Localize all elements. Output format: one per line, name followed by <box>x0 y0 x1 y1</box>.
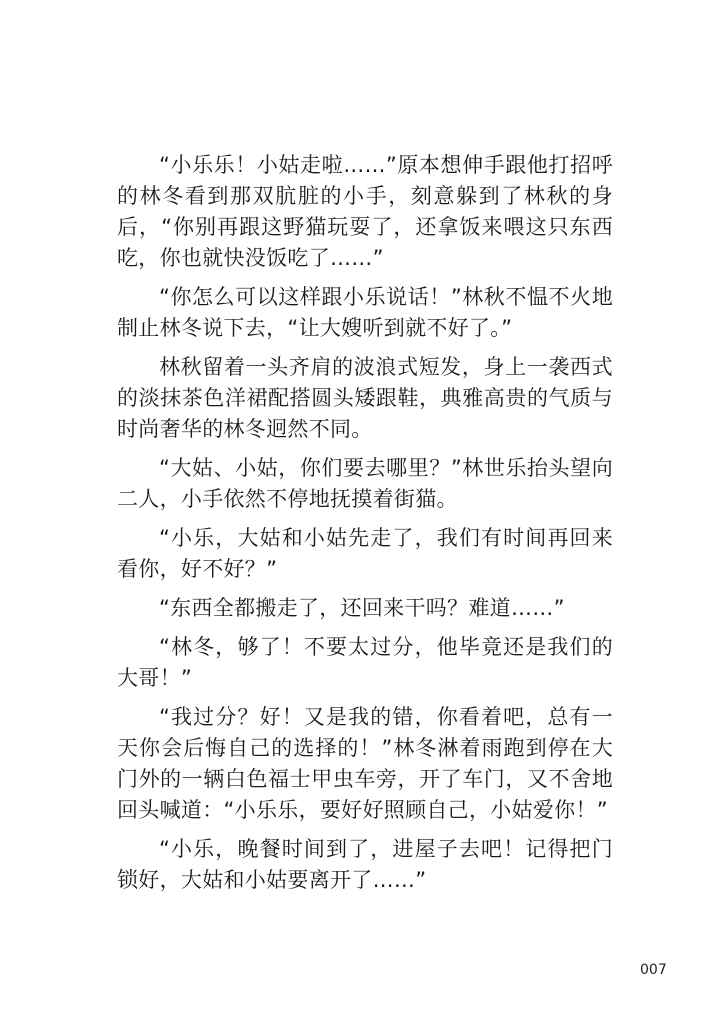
body-text <box>117 150 613 904</box>
paragraph: “我过分？好！又是我的错，你看着吧，总有一天你会后悔自己的选择的！”林冬淋着雨跑到停在大门外的一辆白色福士甲虫车旁，开了车门，又不舍地回头喊道：“小乐乐，要好好照顾自己，小姑爱你！” <box>117 705 613 822</box>
paragraph: “小乐，大姑和小姑先走了，我们有时间再回来看你，好不好？” <box>117 526 613 581</box>
paragraph: “你怎么可以这样跟小乐说话！”林秋不愠不火地制止林冬说下去，“让大嫂听到就不好了。” <box>117 285 613 340</box>
paragraph: 林秋留着一头齐肩的波浪式短发，身上一袭西式的淡抹茶色洋裙配搭圆头矮跟鞋，典雅高贵的气质与时尚奢华的林冬迥然不同。 <box>117 355 613 441</box>
paragraph: “小乐，晚餐时间到了，进屋子去吧！记得把门锁好，大姑和小姑要离开了……” <box>117 837 613 892</box>
paragraph: “林冬，够了！不要太过分，他毕竟还是我们的大哥！” <box>117 635 613 690</box>
page-number: 007 <box>640 962 667 978</box>
paragraph: “大姑、小姑，你们要去哪里？”林世乐抬头望向二人，小手依然不停地抚摸着街猫。 <box>117 456 613 511</box>
paragraph: “东西全都搬走了，还回来干吗？难道……” <box>159 596 565 620</box>
paragraph: “小乐乐！小姑走啦……”原本想伸手跟他打招呼的林冬看到那双肮脏的小手，刻意躲到了林秋的身后，“你别再跟这野猫玩耍了，还拿饭来喂这只东西吃，你也就快没饭吃了……” <box>117 153 613 270</box>
